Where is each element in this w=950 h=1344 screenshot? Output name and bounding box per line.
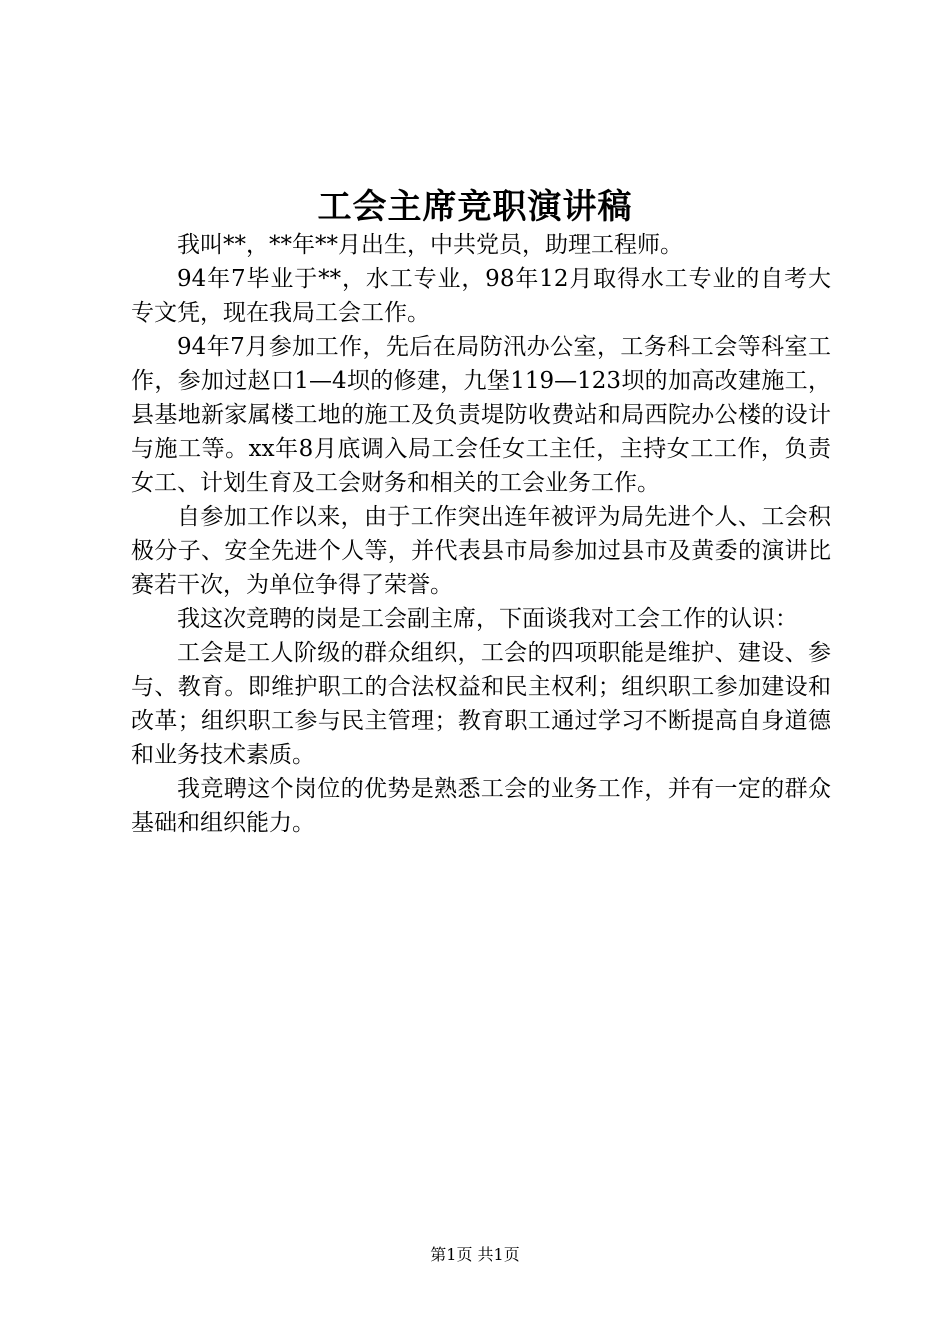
document-title: 工会主席竞职演讲稿 <box>317 187 633 227</box>
paragraph-advantages: 我竞聘这个岗位的优势是熟悉工会的业务工作，并有一定的群众基础和组织能力。 <box>131 776 831 836</box>
paragraph-education: 94年7毕业于**，水工专业，98年12月取得水工专业的自考大专文凭，现在我局工会工作。 <box>131 266 831 326</box>
document-body <box>131 228 831 840</box>
paragraph-work-history: 94年7月参加工作，先后在局防汛办公室，工务科工会等科室工作，参加过赵口1—4坝的修建，九堡119—123坝的加高改建施工，县基地新家属楼工地的施工及负责堤防收费站和局西院办公楼的设计与施工等。xx年8月底调入局工会任女工主任，主持女工工作，负责女工、计划生育及工会财务和相关的工会业务工作。 <box>131 334 831 496</box>
paragraph-honors: 自参加工作以来，由于工作突出连年被评为局先进个人、工会积极分子、安全先进个人等，并代表县市局参加过县市及黄委的演讲比赛若干次，为单位争得了荣誉。 <box>131 504 831 598</box>
page-footer: 第1页 共1页 <box>430 1245 520 1264</box>
paragraph-union-duties: 工会是工人阶级的群众组织，工会的四项职能是维护、建设、参与、教育。即维护职工的合法权益和民主权利；组织职工参加建设和改革；组织职工参与民主管理；教育职工通过学习不断提高自身道德和业务技术素质。 <box>131 640 831 768</box>
paragraph-intro: 我叫**，**年**月出生，中共党员，助理工程师。 <box>177 232 683 258</box>
paragraph-position: 我这次竞聘的岗是工会副主席，下面谈我对工会工作的认识： <box>177 606 798 632</box>
